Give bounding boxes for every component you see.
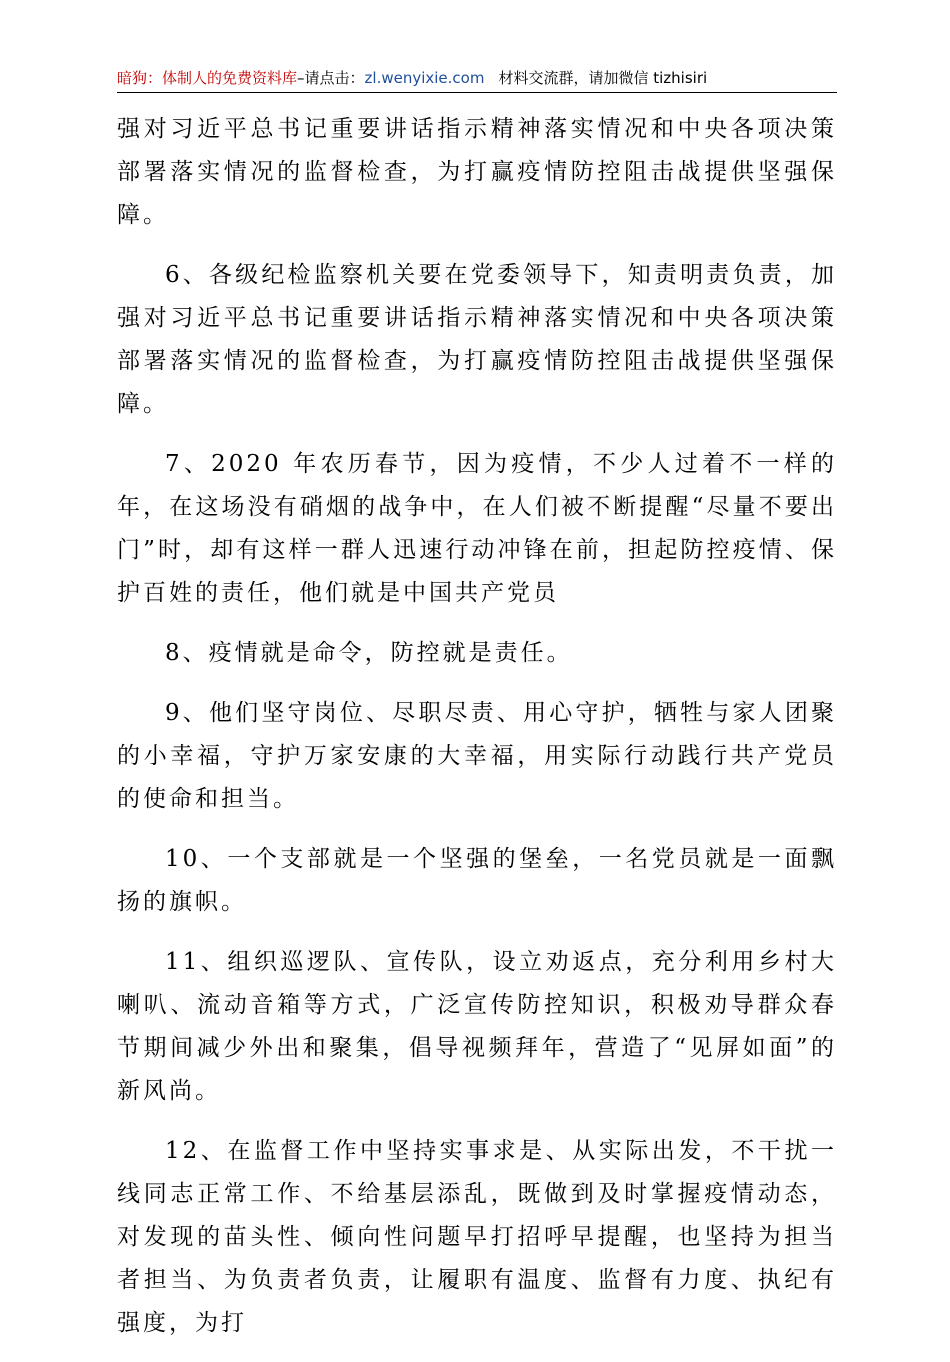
header-brand: 暗狗：体制人的免费资料库 [117, 69, 298, 87]
document-body [117, 108, 837, 1362]
paragraph-item-12: 12、在监督工作中坚持实事求是、从实际出发，不干扰一线同志正常工作、不给基层添乱，既做到及时掌握疫情动态，对发现的苗头性、倾向性问题早打招呼早提醒，也坚持为担当者担当、为负责者负责，让履职有温度、监督有力度、执纪有强度，为打 [117, 1138, 837, 1336]
paragraph-item-10: 10、一个支部就是一个坚强的堡垒，一名党员就是一面飘扬的旗帜。 [117, 846, 837, 915]
paragraph-continuation: 强对习近平总书记重要讲话指示精神落实情况和中央各项决策部署落实情况的监督检查，为打赢疫情防控阻击战提供坚强保障。 [117, 116, 837, 228]
header-prompt: –请点击： [297, 69, 365, 87]
header-link[interactable]: zl.wenyixie.com [364, 69, 485, 87]
paragraph-item-11: 11、组织巡逻队、宣传队，设立劝返点，充分利用乡村大喇叭、流动音箱等方式，广泛宣传防控知识，积极劝导群众春节期间减少外出和聚集，倡导视频拜年，营造了“见屏如面”的新风尚。 [117, 949, 837, 1104]
paragraph-item-7: 7、2020 年农历春节，因为疫情，不少人过着不一样的年，在这场没有硝烟的战争中，在人们被不断提醒“尽量不要出门”时，却有这样一群人迅速行动冲锋在前，担起防控疫情、保护百姓的责任，他们就是中国共产党员 [117, 451, 837, 606]
paragraph-item-6: 6、各级纪检监察机关要在党委领导下，知责明责负责，加强对习近平总书记重要讲话指示精神落实情况和中央各项决策部署落实情况的监督检查，为打赢疫情防控阻击战提供坚强保障。 [117, 262, 837, 417]
page-header [117, 68, 837, 94]
paragraph-item-8: 8、疫情就是命令，防控就是责任。 [165, 640, 573, 666]
header-wechat-note: 材料交流群，请加微信 tizhisiri [498, 69, 708, 87]
paragraph-item-9: 9、他们坚守岗位、尽职尽责、用心守护，牺牲与家人团聚的小幸福，守护万家安康的大幸福，用实际行动践行共产党员的使命和担当。 [117, 700, 837, 812]
header-divider [117, 92, 837, 93]
